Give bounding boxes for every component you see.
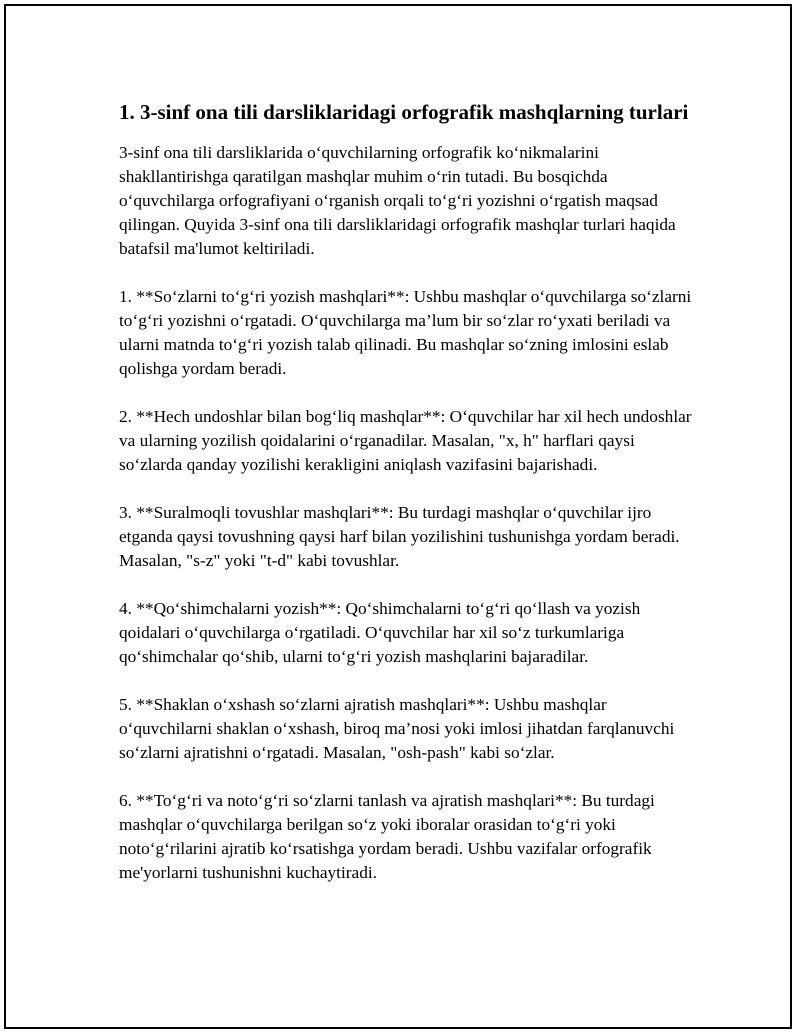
intro-paragraph: 3-sinf ona tili darsliklarida o‘quvchilarning orfografik ko‘nikmalarini shakllantirishga qaratilgan mashqlar muhim o‘rin tutadi. Bu bosqichda o‘quvchilarga orfografiyani o‘rganish orqali to‘g‘ri yozishni o‘rgatish maqsad qilingan. Quyida 3-sinf ona tili darsliklaridagi orfografik mashqlar turlari haqida batafsil ma'lumot keltiriladi. [119,143,676,258]
paragraph-item-3: 3. **Suralmoqli tovushlar mashqlari**: Bu turdagi mashqlar o‘quvchilar ijro etganda qaysi tovushning qaysi harf bilan yozilishini tushunishga yordam beradi. Masalan, "s-z" yoki "t-d" kabi tovushlar. [119,503,680,570]
paragraph-item-4: 4. **Qo‘shimchalarni yozish**: Qo‘shimchalarni to‘g‘ri qo‘llash va yozish qoidalari o‘quvchilarga o‘rgatiladi. O‘quvchilar har xil so‘z turkumlariga qo‘shimchalar qo‘shib, ularni to‘g‘ri yozish mashqlarini bajaradilar. [119,599,641,666]
paragraph-item-6: 6. **To‘g‘ri va noto‘g‘ri so‘zlarni tanlash va ajratish mashqlari**: Bu turdagi mashqlar o‘quvchilarga berilgan so‘z yoki iboralar orasidan to‘g‘ri yoki noto‘g‘rilarini ajratib ko‘rsatishga yordam beradi. Ushbu vazifalar orfografik me'yorlarni tushunishni kuchaytiradi. [119,791,655,882]
document-page [4,4,792,1029]
paragraph-item-2: 2. **Hech undoshlar bilan bog‘liq mashqlar**: O‘quvchilar har xil hech undoshlar va ularning yozilish qoidalarini o‘rganadilar. Masalan, "x, h" harflari qaysi so‘zlarda qanday yozilishi kerakligini aniqlash vazifasini bajarishadi. [119,407,692,474]
paragraph-item-1: 1. **So‘zlarni to‘g‘ri yozish mashqlari**: Ushbu mashqlar o‘quvchilarga so‘zlarni to‘g‘ri yozishni o‘rgatadi. O‘quvchilarga ma’lum bir so‘zlar ro‘yxati beriladi va ularni matnda to‘g‘ri yozish talab qilinadi. Bu mashqlar so‘zning imlosini eslab qolishga yordam beradi. [119,287,692,378]
document-title: 1. 3-sinf ona tili darsliklaridagi orfografik mashqlarning turlari [119,100,689,124]
paragraph-item-5: 5. **Shaklan o‘xshash so‘zlarni ajratish mashqlari**: Ushbu mashqlar o‘quvchilarni shaklan o‘xshash, biroq ma’nosi yoki imlosi jihatdan farqlanuvchi so‘zlarni ajratishni o‘rgatadi. Masalan, "osh-pash" kabi so‘zlar. [119,695,675,762]
document-content [119,98,699,909]
